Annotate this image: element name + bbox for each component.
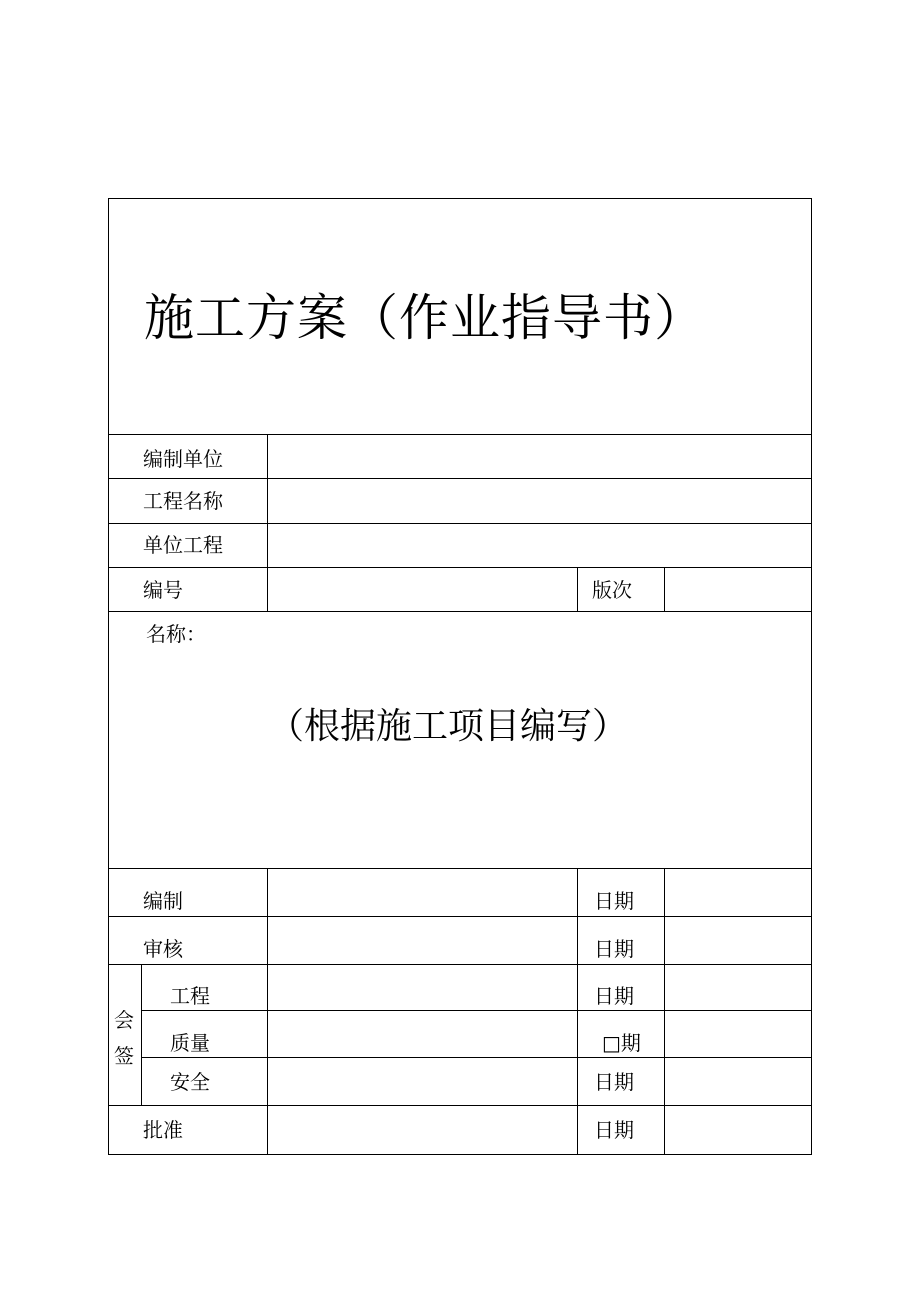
countersign-label-bottom: 签 xyxy=(114,1044,134,1068)
form-border-top xyxy=(108,198,812,199)
engineering-label: 工程 xyxy=(170,984,210,1008)
review-signature-field[interactable] xyxy=(268,917,577,964)
engineering-signature-field[interactable] xyxy=(268,965,577,1010)
date-column-rule xyxy=(577,868,578,1155)
form-border-bottom xyxy=(108,1154,812,1155)
number-label: 编号 xyxy=(143,578,183,602)
compile-unit-label: 编制单位 xyxy=(143,447,223,471)
quality-date-field[interactable] xyxy=(665,1011,811,1057)
date-label: 日期 xyxy=(594,1118,634,1142)
date-label: □期 xyxy=(602,1031,641,1055)
project-name-label: 工程名称 xyxy=(143,489,223,513)
unit-project-label: 单位工程 xyxy=(143,533,223,557)
approve-signature-field[interactable] xyxy=(268,1106,577,1154)
quality-label: 质量 xyxy=(170,1031,210,1055)
version-field[interactable] xyxy=(665,568,811,611)
review-label: 审核 xyxy=(143,937,183,961)
name-placeholder: （根据施工项目编写） xyxy=(268,706,629,747)
date-label: 日期 xyxy=(594,889,634,913)
safety-signature-field[interactable] xyxy=(268,1058,577,1105)
safety-date-field[interactable] xyxy=(665,1058,811,1105)
document-title: 施工方案（作业指导书） xyxy=(144,289,705,347)
compile-label: 编制 xyxy=(143,889,183,913)
compile-signature-field[interactable] xyxy=(268,869,577,916)
quality-signature-field[interactable] xyxy=(268,1011,577,1057)
countersign-column-rule xyxy=(141,964,142,1105)
construction-plan-form xyxy=(108,198,812,1155)
unit-project-field[interactable] xyxy=(268,524,811,567)
form-border-right xyxy=(811,198,812,1155)
name-label: 名称： xyxy=(146,622,206,646)
engineering-date-field[interactable] xyxy=(665,965,811,1010)
compile-date-field[interactable] xyxy=(665,869,811,916)
form-border-left xyxy=(108,198,109,1155)
safety-label: 安全 xyxy=(170,1070,210,1094)
project-name-field[interactable] xyxy=(268,479,811,523)
divider xyxy=(108,611,812,612)
date-label: 日期 xyxy=(594,1070,634,1094)
countersign-label-top: 会 xyxy=(114,1008,134,1032)
version-label: 版次 xyxy=(592,578,632,602)
number-field[interactable] xyxy=(268,568,577,611)
date-label: 日期 xyxy=(594,937,634,961)
date-column-rule xyxy=(577,567,578,611)
approve-date-field[interactable] xyxy=(665,1106,811,1154)
review-date-field[interactable] xyxy=(665,917,811,964)
date-label: 日期 xyxy=(594,984,634,1008)
compile-unit-field[interactable] xyxy=(268,435,811,478)
approve-label: 批准 xyxy=(143,1118,183,1142)
